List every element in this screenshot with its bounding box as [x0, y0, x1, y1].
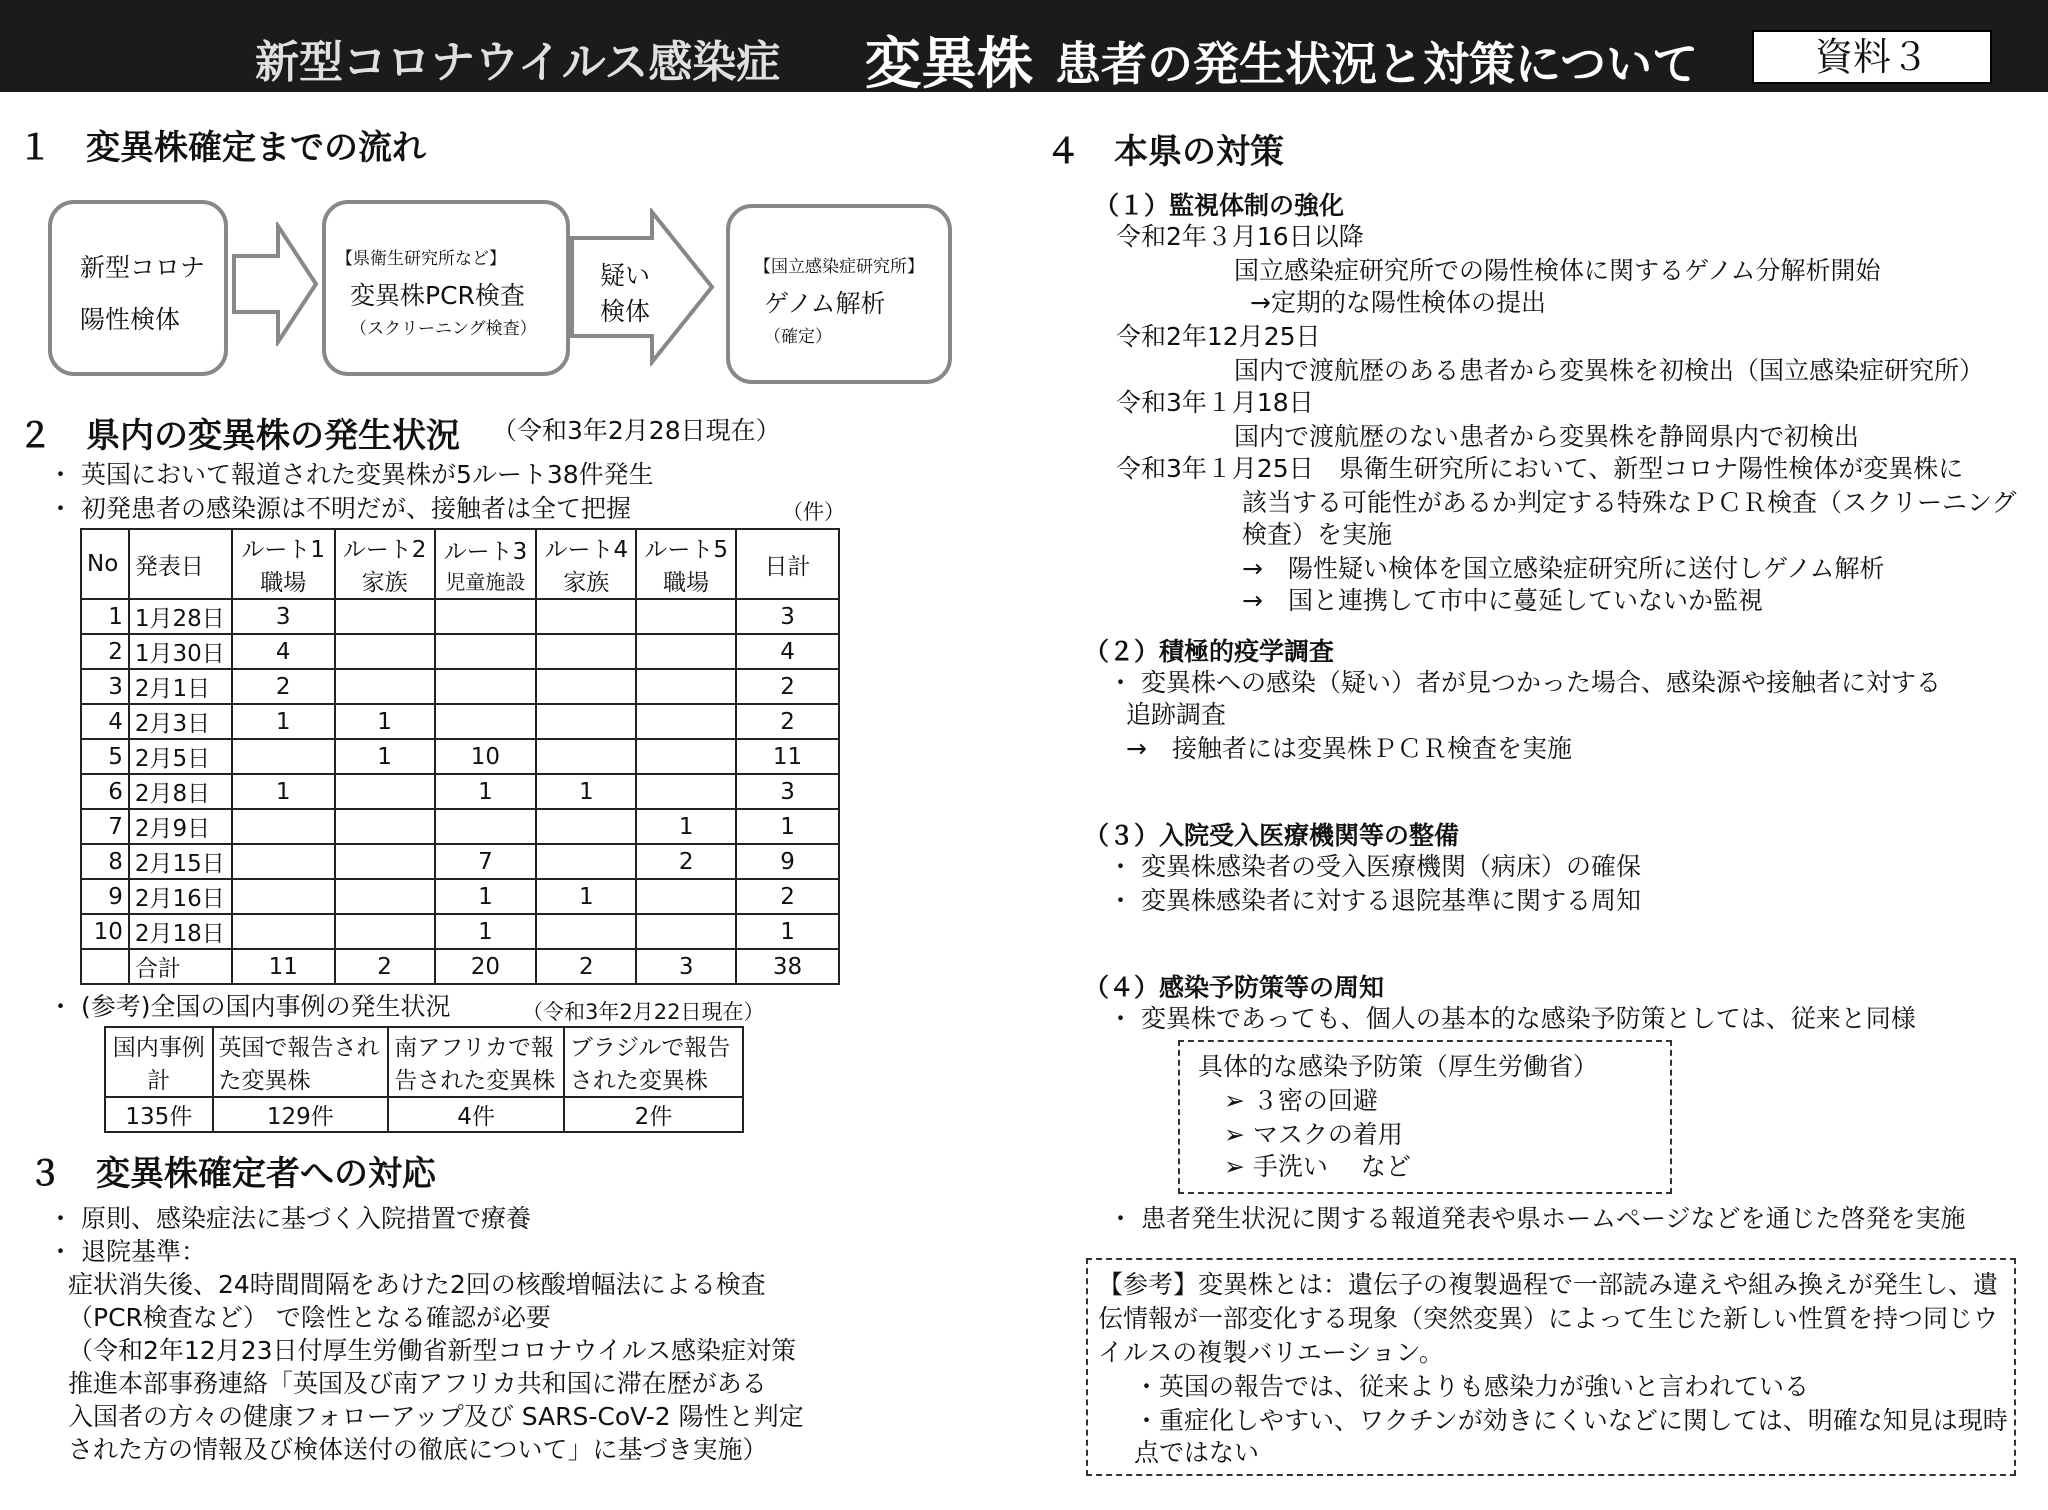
- table-header-row: [81, 529, 839, 599]
- sub2-line: ・ 変異株への感染（疑い）者が見つかった場合、感染源や接触者に対する: [1108, 668, 1941, 697]
- table-cell: [335, 879, 435, 914]
- table-cell: 1: [335, 739, 435, 774]
- variant-cases-table: [80, 528, 840, 985]
- flow-box2-line2: （スクリーニング検査）: [350, 319, 537, 339]
- table-cell: [636, 879, 736, 914]
- reference-title: ・ (参考)全国の国内事例の発生状況: [48, 992, 451, 1021]
- table-header: 日計: [736, 529, 839, 599]
- table-row: [81, 774, 839, 809]
- flow-box3-line1: ゲノム解析: [764, 289, 886, 318]
- table-header: 英国で報告され た変異株: [213, 1027, 389, 1097]
- sub1-title: （１）監視体制の強化: [1094, 191, 1345, 220]
- prevention-item: ➢ 手洗い など: [1224, 1152, 1411, 1181]
- sub3-title: （３）入院受入医療機関等の整備: [1084, 821, 1460, 850]
- document-title-strain: 変異株: [865, 32, 1033, 97]
- table-cell: 合計: [129, 949, 232, 984]
- table-cell: 2月15日: [129, 844, 232, 879]
- table-cell: [81, 949, 129, 984]
- table-cell: 10: [435, 739, 537, 774]
- table-cell: 11: [736, 739, 839, 774]
- table-cell: 6: [81, 774, 129, 809]
- table-cell: [232, 809, 335, 844]
- table-cell: 1: [232, 704, 335, 739]
- table-row: [81, 704, 839, 739]
- table-cell: [636, 669, 736, 704]
- table-cell: 11: [232, 949, 335, 984]
- table-header: ルート5 職場: [636, 529, 736, 599]
- table-cell: 10: [81, 914, 129, 949]
- prevention-item: ➢ ３密の回避: [1224, 1086, 1378, 1115]
- table-total-row: [81, 949, 839, 984]
- table-cell: 9: [81, 879, 129, 914]
- section3-line: 症状消失後、24時間間隔をあけた2回の核酸増幅法による検査: [68, 1270, 766, 1299]
- section2-as-of: （令和3年2月28日現在）: [492, 416, 781, 445]
- table-cell: [536, 844, 636, 879]
- reference-line: 伝情報が一部変化する現象（突然変異）によって生じた新しい性質を持つ同じウ: [1098, 1304, 1999, 1333]
- reference-line: 点ではない: [1134, 1438, 1260, 1467]
- table-cell: [232, 844, 335, 879]
- table-cell: [536, 809, 636, 844]
- sub2-line: → 接触者には変異株ＰＣＲ検査を実施: [1126, 734, 1572, 763]
- table-cell: 1: [435, 879, 537, 914]
- reference-box: [1086, 1258, 2016, 1476]
- table-header: ルート3 児童施設: [435, 529, 537, 599]
- section2-bullet-1: ・ 英国において報道された変異株が5ルート38件発生: [48, 460, 654, 489]
- table-cell: 1: [435, 774, 537, 809]
- table-cell: 2件: [564, 1097, 743, 1132]
- table-cell: [335, 634, 435, 669]
- table-cell: 4: [736, 634, 839, 669]
- reference-line: 【参考】変異株とは：遺伝子の複製過程で一部読み違えや組み換えが発生し、遺: [1098, 1270, 1999, 1299]
- table-cell: [335, 669, 435, 704]
- table-cell: [335, 844, 435, 879]
- table-cell: 7: [435, 844, 537, 879]
- table-row: [81, 879, 839, 914]
- sub1-line: 国内で渡航歴のない患者から変異株を静岡県内で初検出: [1234, 422, 1860, 451]
- sub4-after-line: ・ 患者発生状況に関する報道発表や県ホームページなどを通じた啓発を実施: [1108, 1204, 1966, 1233]
- table-cell: [536, 634, 636, 669]
- table-cell: 1: [435, 914, 537, 949]
- prevention-box-title: 具体的な感染予防策（厚生労働省）: [1198, 1052, 1599, 1081]
- table-cell: [536, 669, 636, 704]
- table-cell: [435, 704, 537, 739]
- table-row: [81, 669, 839, 704]
- table-header: 発表日: [129, 529, 232, 599]
- section3-line: （令和2年12月23日付厚生労働省新型コロナウイルス感染症対策: [68, 1336, 797, 1365]
- prevention-box: [1178, 1040, 1672, 1194]
- section3-line: された方の情報及び検体送付の徹底について」に基づき実施）: [68, 1435, 768, 1464]
- table-cell: 3: [736, 774, 839, 809]
- table-cell: 5: [81, 739, 129, 774]
- table-cell: 2: [335, 949, 435, 984]
- national-header-row: [105, 1027, 743, 1097]
- section3-heading: ３ 変異株確定者への対応: [28, 1154, 436, 1194]
- table-cell: 1: [736, 809, 839, 844]
- table-cell: 1: [335, 704, 435, 739]
- section4-heading: ４ 本県の対策: [1046, 132, 1284, 172]
- table-row: [81, 599, 839, 634]
- table-cell: 2: [736, 704, 839, 739]
- table-cell: 20: [435, 949, 537, 984]
- sub1-line: 令和2年12月25日: [1116, 322, 1321, 351]
- sub1-line: 令和2年３月16日以降: [1116, 222, 1364, 251]
- table-header: No: [81, 529, 129, 599]
- flow-box1-line2: 陽性検体: [80, 305, 181, 334]
- document-subtitle: 患者の発生状況と対策について: [1055, 37, 1699, 91]
- table-row: [81, 914, 839, 949]
- table-body: [81, 599, 839, 949]
- table-cell: 38: [736, 949, 839, 984]
- sub1-line: →定期的な陽性検体の提出: [1250, 288, 1546, 317]
- table-cell: 1: [536, 879, 636, 914]
- sub1-line: 令和3年１月25日 県衛生研究所において、新型コロナ陽性検体が変異株に: [1116, 454, 1964, 483]
- sub1-line: 国内で渡航歴のある患者から変異株を初検出（国立感染症研究所）: [1234, 356, 1985, 385]
- table-cell: [335, 809, 435, 844]
- table-cell: 2: [636, 844, 736, 879]
- sub1-line: 該当する可能性があるか判定する特殊なＰＣＲ検査（スクリーニング: [1242, 488, 2017, 517]
- table-cell: [435, 809, 537, 844]
- table-cell: 3: [636, 949, 736, 984]
- table-cell: 4件: [388, 1097, 564, 1132]
- sub1-line: → 国と連携して市中に蔓延していないか監視: [1242, 586, 1763, 615]
- table-cell: 9: [736, 844, 839, 879]
- table-unit: （件）: [782, 500, 845, 524]
- table-row: [81, 809, 839, 844]
- table-cell: 1: [81, 599, 129, 634]
- table-cell: 4: [81, 704, 129, 739]
- sub3-line: ・ 変異株感染者の受入医療機関（病床）の確保: [1108, 852, 1641, 881]
- table-cell: [232, 879, 335, 914]
- sub1-line: 令和3年１月18日: [1116, 388, 1314, 417]
- table-cell: [335, 599, 435, 634]
- table-cell: 2: [536, 949, 636, 984]
- table-cell: [232, 739, 335, 774]
- section3-line: 入国者の方々の健康フォローアップ及び SARS-CoV-2 陽性と判定: [68, 1402, 804, 1431]
- table-cell: 2月9日: [129, 809, 232, 844]
- sub3-line: ・ 変異株感染者に対する退院基準に関する周知: [1108, 886, 1641, 915]
- table-cell: [435, 599, 537, 634]
- table-cell: 2月1日: [129, 669, 232, 704]
- table-header: ルート1 職場: [232, 529, 335, 599]
- table-cell: [636, 599, 736, 634]
- table-cell: [636, 739, 736, 774]
- sub2-title: （２）積極的疫学調査: [1084, 637, 1335, 666]
- table-cell: 3: [736, 599, 839, 634]
- sub4-line: ・ 変異株であっても、個人の基本的な感染予防策としては、従来と同様: [1108, 1004, 1916, 1033]
- table-cell: 7: [81, 809, 129, 844]
- table-cell: 2月3日: [129, 704, 232, 739]
- table-cell: [636, 774, 736, 809]
- sub1-line: 検査）を実施: [1242, 520, 1393, 549]
- table-cell: 129件: [213, 1097, 389, 1132]
- table-header: ルート4 家族: [536, 529, 636, 599]
- table-cell: 1月28日: [129, 599, 232, 634]
- table-row: [81, 634, 839, 669]
- flow-box-genome-analysis: [726, 204, 952, 384]
- flow-box2-line1: 変異株PCR検査: [350, 281, 525, 310]
- table-cell: 3: [81, 669, 129, 704]
- table-cell: [536, 914, 636, 949]
- table-cell: 1: [736, 914, 839, 949]
- section2-bullet-2: ・ 初発患者の感染源は不明だが、接触者は全て把握: [48, 494, 631, 523]
- table-cell: [232, 914, 335, 949]
- sub2-line: 追跡調査: [1126, 700, 1227, 729]
- section3-line: （PCR検査など） で陰性となる確認が必要: [68, 1303, 551, 1332]
- table-cell: 2: [232, 669, 335, 704]
- table-cell: [636, 704, 736, 739]
- document-label: 資料３: [1752, 30, 1992, 84]
- document-title: 新型コロナウイルス感染症: [255, 37, 781, 88]
- table-cell: [335, 774, 435, 809]
- table-cell: [536, 599, 636, 634]
- section3-line: 推進本部事務連絡「英国及び南アフリカ共和国に滞在歴がある: [68, 1369, 767, 1398]
- table-cell: 135件: [105, 1097, 213, 1132]
- table-cell: [536, 704, 636, 739]
- sub1-line: 国立感染症研究所での陽性検体に関するゲノム分解析開始: [1234, 256, 1881, 285]
- section1-heading: １ 変異株確定までの流れ: [18, 128, 426, 168]
- sub4-title: （４）感染予防策等の周知: [1084, 973, 1385, 1002]
- table-row: [81, 844, 839, 879]
- table-cell: 3: [232, 599, 335, 634]
- section3-body: [48, 1202, 804, 1466]
- flow-arrow-1: [230, 222, 320, 346]
- flow-box3-tag: 【国立感染症研究所】: [754, 257, 924, 277]
- prevention-item: ➢ マスクの着用: [1224, 1120, 1403, 1149]
- table-header: ブラジルで報告 された変異株: [564, 1027, 743, 1097]
- reference-line: ・重症化しやすい、ワクチンが効きにくいなどに関しては、明確な知見は現時: [1134, 1406, 2008, 1435]
- table-cell: [536, 739, 636, 774]
- table-cell: 1: [232, 774, 335, 809]
- section3-line: ・ 原則、感染症法に基づく入院措置で療養: [48, 1204, 531, 1233]
- table-header: 国内事例 計: [105, 1027, 213, 1097]
- section3-line: ・ 退院基準：: [48, 1237, 206, 1266]
- table-cell: 1: [536, 774, 636, 809]
- table-cell: 1月30日: [129, 634, 232, 669]
- section2-heading: ２ 県内の変異株の発生状況: [18, 416, 460, 456]
- flow-box2-tag: 【県衛生研究所など】: [336, 249, 506, 269]
- table-header: 南アフリカで報 告された変異株: [388, 1027, 564, 1097]
- table-cell: 2: [81, 634, 129, 669]
- table-cell: [435, 634, 537, 669]
- flow-box-pcr-screening: [322, 200, 570, 376]
- national-values-row: [105, 1097, 743, 1132]
- table-cell: 8: [81, 844, 129, 879]
- table-cell: 4: [232, 634, 335, 669]
- table-row: [81, 739, 839, 774]
- table-cell: [335, 914, 435, 949]
- table-cell: 2月5日: [129, 739, 232, 774]
- sub1-line: → 陽性疑い検体を国立感染症研究所に送付しゲノム解析: [1242, 554, 1885, 583]
- table-header: ルート2 家族: [335, 529, 435, 599]
- flow-box-positive-sample: [48, 200, 228, 376]
- table-cell: 2月16日: [129, 879, 232, 914]
- table-cell: 2月18日: [129, 914, 232, 949]
- national-cases-table: [104, 1026, 744, 1133]
- table-cell: [636, 634, 736, 669]
- flow-box3-line2: （確定）: [764, 327, 832, 347]
- flow-arrow2-line1: 疑い: [600, 261, 651, 290]
- table-cell: 2: [736, 879, 839, 914]
- table-cell: 1: [636, 809, 736, 844]
- table-cell: 2月8日: [129, 774, 232, 809]
- table-cell: [435, 669, 537, 704]
- reference-line: イルスの複製バリエーション。: [1098, 1338, 1444, 1367]
- flow-arrow2-line2: 検体: [600, 297, 651, 326]
- flow-box1-line1: 新型コロナ: [80, 253, 206, 282]
- table-cell: [636, 914, 736, 949]
- table-cell: 2: [736, 669, 839, 704]
- reference-as-of: （令和3年2月22日現在）: [522, 1000, 765, 1024]
- reference-line: ・英国の報告では、従来よりも感染力が強いと言われている: [1134, 1372, 1810, 1401]
